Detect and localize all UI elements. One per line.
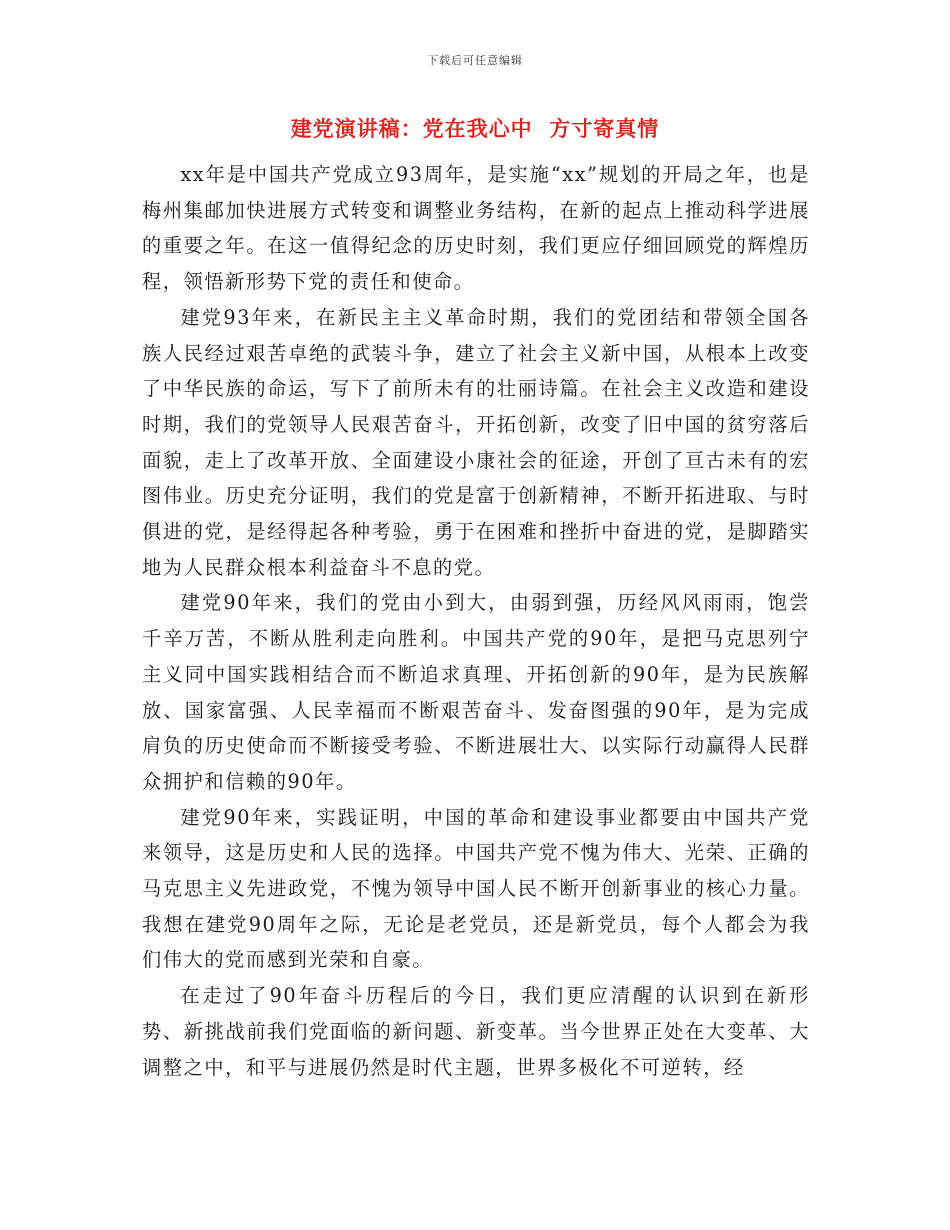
paragraph: 建党90年来，实践证明，中国的革命和建设事业都要由中国共产党来领导，这是历史和人民的选择。中国共产党不愧为伟大、光荣、正确的马克思主义先进政党，不愧为领导中国人民不断开创新事业的核心力量。我想在建党90周年之际，无论是老党员，还是新党员，每个人都会为我们伟大的党而感到光荣和自豪。 bbox=[142, 805, 810, 972]
paragraph: 建党90年来，我们的党由小到大，由弱到强，历经风风雨雨，饱尝千辛万苦，不断从胜利走向胜利。中国共产党的90年，是把马克思列宁主义同中国实践相结合而不断追求真理、开拓创新的90年，是为民族解放、国家富强、人民幸福而不断艰苦奋斗、发奋图强的90年，是为完成肩负的历史使命而不断接受考验、不断进展壮大、以实际行动赢得人民群众拥护和信赖的90年。 bbox=[142, 591, 810, 793]
header-note: 下载后可任意编辑 bbox=[427, 54, 523, 67]
paragraph: 在走过了90年奋斗历程后的今日，我们更应清醒的认识到在新形势、新挑战前我们党面临的新问题、新变革。当今世界正处在大变革、大调整之中，和平与进展仍然是时代主题，世界多极化不可逆转，经 bbox=[142, 984, 810, 1079]
paragraph: xx年是中国共产党成立93周年，是实施“xx”规划的开局之年，也是梅州集邮加快进展方式转变和调整业务结构，在新的起点上推动科学进展的重要之年。在这一值得纪念的历史时刻，我们更应仔细回顾党的辉煌历程，领悟新形势下党的责任和使命。 bbox=[142, 163, 810, 294]
document-title: 建党演讲稿：党在我心中 方寸寄真情 bbox=[290, 116, 660, 141]
document-body bbox=[142, 157, 810, 1085]
paragraph: 建党93年来，在新民主主义革命时期，我们的党团结和带领全国各族人民经过艰苦卓绝的武装斗争，建立了社会主义新中国，从根本上改变了中华民族的命运，写下了前所未有的壮丽诗篇。在社会主义改造和建设时期，我们的党领导人民艰苦奋斗，开拓创新，改变了旧中国的贫穷落后面貌，走上了改革开放、全面建设小康社会的征途，开创了亘古未有的宏图伟业。历史充分证明，我们的党是富于创新精神，不断开拓进取、与时俱进的党，是经得起各种考验，勇于在困难和挫折中奋进的党，是脚踏实地为人民群众根本利益奋斗不息的党。 bbox=[142, 305, 810, 579]
